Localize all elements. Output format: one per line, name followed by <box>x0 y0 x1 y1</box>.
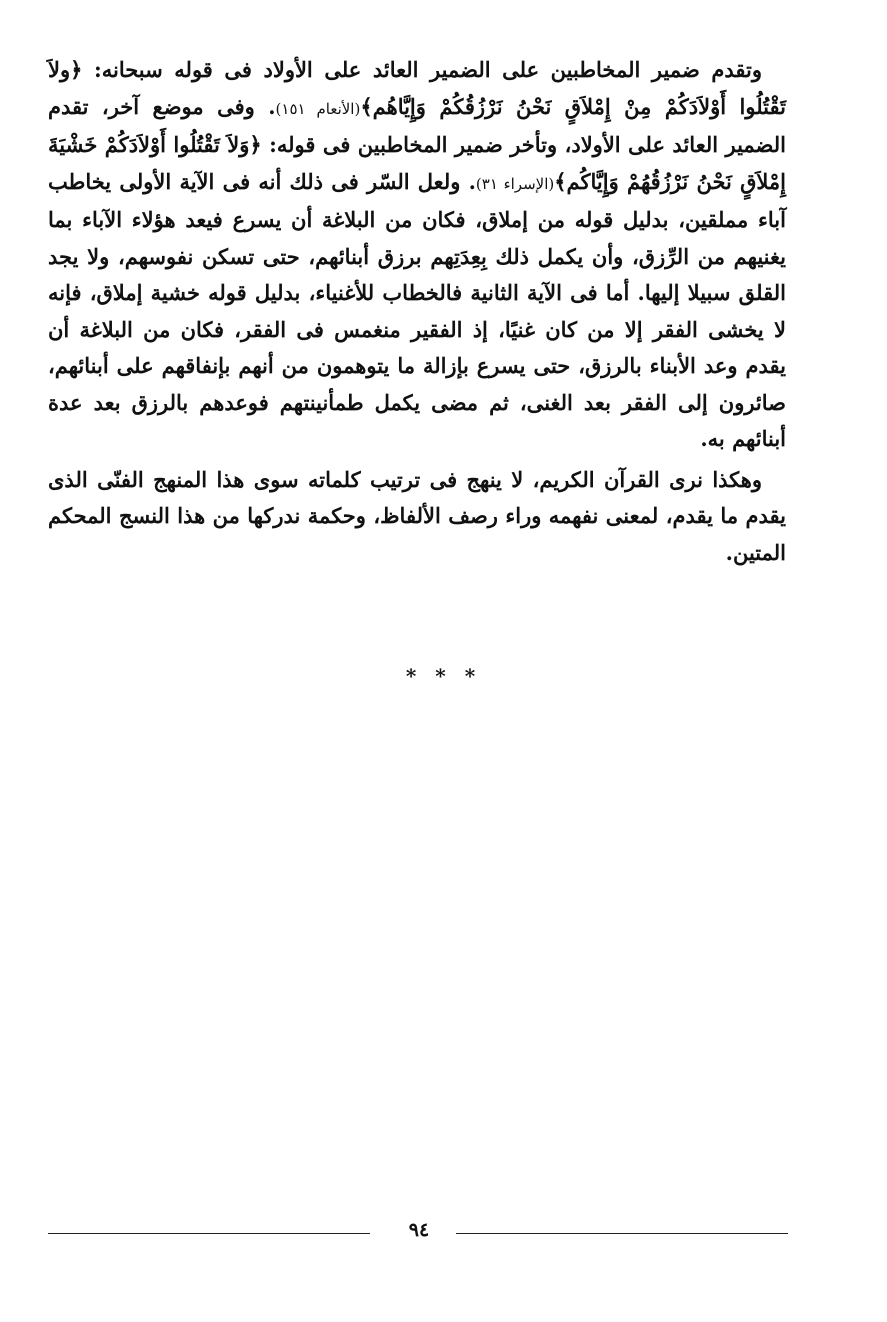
footer-rule-left <box>48 1233 370 1234</box>
quran-close-bracket: ﴾ <box>360 93 373 119</box>
quran-close-bracket: ﴾ <box>554 168 567 194</box>
page-footer <box>48 1219 788 1243</box>
page-number: ٩٤ <box>408 1219 430 1241</box>
paragraph-2: وهكذا نرى القرآن الكريم، لا ينهج فى ترتيب كلماته سوى هذا المنهج الفنّى الذى يقدم ما يقدم، لمعنى نفهمه وراء رصف الألفاظ، وحكمة ندركها من هذا النسج المحكم المتين. <box>48 466 786 565</box>
body-text <box>48 52 786 571</box>
verse-reference-1: (الأنعام ١٥١) <box>275 99 361 118</box>
footer-rule-right <box>456 1233 788 1234</box>
quran-verse-2: وَلاَ تَقْتُلُوا أَوْلاَدَكُمْ خَشْيَةَ إِمْلاَقٍ نَحْنُ نَرْزُقُهُمْ وَإِيَّاكُم <box>48 132 786 194</box>
quran-open-bracket: ﴿ <box>249 132 262 157</box>
quran-open-bracket: ﴿ <box>70 57 83 82</box>
paragraph-1-middle: . وفى موضع آخر، تقدم الضمير العائد على الأولاد، وتأخر ضمير المخاطبين فى قوله: <box>48 93 786 157</box>
verse-reference-2: (الإسراء ٣١) <box>475 174 555 193</box>
section-separator: * * * <box>405 664 482 688</box>
paragraph-1 <box>48 52 786 458</box>
quran-verse-1: ولاَ تَقْتُلُوا أَوْلاَدَكُمْ مِنْ إِمْلاَقٍ نَحْنُ نَرْزُقُكُمْ وَإِيَّاهُم <box>48 57 786 119</box>
paragraph-1-end: . ولعل السّر فى ذلك أنه فى الآية الأولى يخاطب آباء مملقين، بدليل قوله من إملاق، فكان من البلاغة أن يسرع فيعد هؤلاء الآباء بما يغنيهم من الرِّزق، وأن يكمل ذلك بِعِدَتِهم برزق أبنائهم، حتى تسكن نفوسهم، ولا يجد القلق سبيلا إليها. أما فى الآية الثانية فالخطاب للأغنياء، بدليل قوله خشية إملاق، فإنه لا يخشى الفقر إلا من كان غنيًا، إذ الفقير منغمس فى الفقر، فكان من البلاغة أن يقدم وعد الأبناء بالرزق، حتى يسرع بإزالة ما يتوهمون من أنهم بإنفاقهم على أبنائهم، صائرون إلى الفقر بعد الغنى، ثم مضى يكمل طمأنينتهم فوعدهم بالرزق بعد عدة أبنائهم به. <box>48 168 786 451</box>
paragraph-1-intro: وتقدم ضمير المخاطبين على الضمير العائد على الأولاد فى قوله سبحانه: <box>82 57 762 82</box>
